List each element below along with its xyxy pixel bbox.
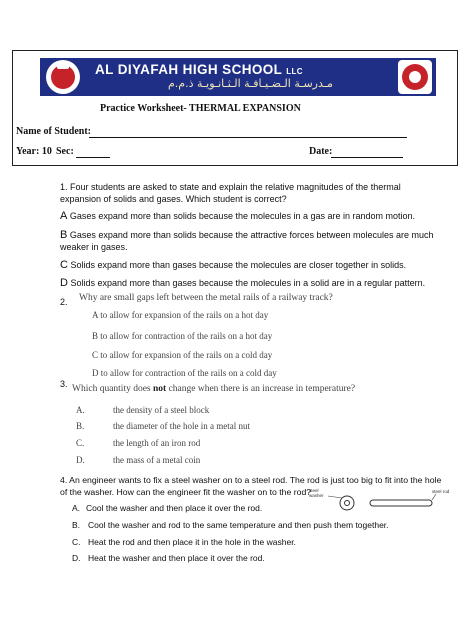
school-name-arabic: مـدرسـة الـضـيـافـة الـثـانـويـة ذ.م.م	[168, 77, 333, 90]
student-name-field[interactable]	[89, 137, 407, 138]
question-1-text: 1. Four students are asked to state and explain the relative magnitudes of the thermal expansion of solids and gases. Which student is correct?	[60, 182, 401, 204]
school-emblem-icon	[398, 60, 432, 94]
washer-outer-icon	[340, 496, 354, 510]
question-4-option-c-letter: C.	[72, 537, 81, 547]
question-3-option-a-letter: A.	[76, 405, 85, 415]
question-3-option-d-letter: D.	[76, 455, 85, 465]
question-4-option-d-letter: D.	[72, 553, 81, 563]
school-crest-icon	[46, 60, 80, 94]
question-1-option-b[interactable]: B Gases expand more than solids because the attractive forces between molecules are much weaker in gases.	[60, 229, 434, 252]
question-4-option-a-letter: A.	[72, 503, 81, 513]
question-3-option-b[interactable]: the diameter of the hole in a metal nut	[113, 421, 250, 431]
question-4-option-b-letter: B.	[72, 520, 81, 530]
question-2-number: 2.	[60, 297, 68, 307]
question-3-option-b-letter: B.	[76, 421, 85, 431]
question-3-text: Which quantity does not change when there is an increase in temperature?	[72, 384, 356, 394]
school-name: AL DIYAFAH HIGH SCHOOL LLC	[95, 62, 303, 77]
question-3-option-c-letter: C.	[76, 438, 85, 448]
section-field[interactable]	[76, 157, 110, 158]
question-4-text: 4. An engineer wants to fix a steel washer on to a steel rod. The rod is just too big to fit into the hole of the washer. How can the engineer fit the washer on to the rod?	[60, 475, 442, 497]
date-field[interactable]	[331, 157, 403, 158]
question-2-option-d[interactable]: D to allow for contraction of the rails on a cold day	[92, 368, 277, 378]
washer-pointer-line	[328, 496, 342, 498]
washer-hole-icon	[345, 501, 350, 506]
section-label: Sec:	[56, 146, 74, 157]
question-2-option-c[interactable]: C to allow for expansion of the rails on a cold day	[92, 350, 273, 360]
question-1-option-a[interactable]: A Gases expand more than solids because the molecules in a gas are in random motion.	[60, 210, 416, 222]
question-4-option-c[interactable]: Heat the rod and then place it in the hole in the washer.	[88, 537, 296, 547]
question-3-option-a[interactable]: the density of a steel block	[113, 405, 210, 415]
question-2-option-b[interactable]: B to allow for contraction of the rails on a hot day	[92, 331, 273, 341]
rod-icon	[370, 500, 432, 506]
question-3-option-c[interactable]: the length of an iron rod	[113, 438, 201, 448]
question-4-option-d[interactable]: Heat the washer and then place it over the rod.	[88, 553, 265, 563]
worksheet-title: Practice Worksheet- THERMAL EXPANSION	[100, 103, 301, 114]
question-4-option-b[interactable]: Cool the washer and rod to the same temperature and then push them together.	[88, 520, 389, 530]
rod-pointer-line	[432, 494, 436, 500]
question-3-number: 3.	[60, 379, 68, 389]
question-2-text: Why are small gaps left between the metal rails of a railway track?	[79, 293, 333, 303]
year-label: Year: 10	[16, 146, 52, 157]
washer-label: steel washer	[309, 488, 324, 498]
date-label: Date:	[309, 146, 333, 157]
question-4-option-a[interactable]: Cool the washer and then place it over the rod.	[86, 503, 263, 513]
question-1-option-c[interactable]: C Solids expand more than gases because the molecules are closer together in solids.	[60, 259, 407, 271]
student-name-label: Name of Student:	[16, 126, 91, 137]
rod-label: steel rod	[432, 489, 450, 494]
question-3-option-d[interactable]: the mass of a metal coin	[113, 455, 201, 465]
question-2-option-a[interactable]: A to allow for expansion of the rails on a hot day	[92, 310, 269, 320]
question-1-option-d[interactable]: D Solids expand more than gases because the molecules in a solid are in a regular pattern.	[60, 277, 426, 289]
